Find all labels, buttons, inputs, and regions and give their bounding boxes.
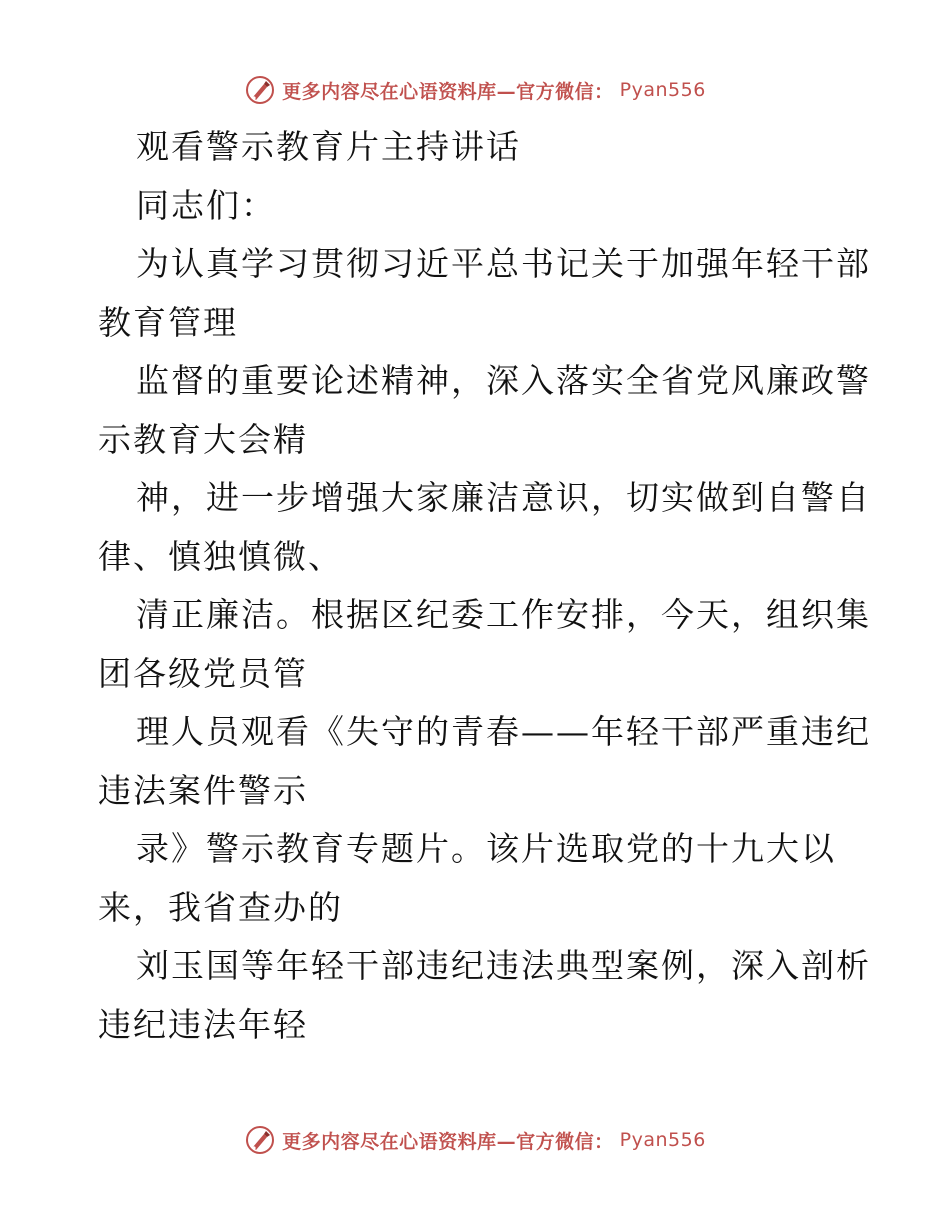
doc-line: 示教育大会精: [98, 419, 308, 459]
doc-line: 录》警示教育专题片。该片选取党的十九大以: [136, 829, 836, 868]
doc-line: 刘玉国等年轻干部违纪违法典型案例，深入剖析: [136, 946, 871, 985]
doc-line: 律、慎独慎微、: [98, 536, 343, 576]
doc-line: 同志们：: [136, 185, 276, 225]
doc-line: 为认真学习贯彻习近平总书记关于加强年轻干部: [136, 244, 871, 283]
watermark-text: 更多内容尽在心语资料库—官方微信：: [282, 1130, 614, 1153]
doc-line: 教育管理: [98, 302, 238, 342]
watermark-wechat-id: Pyan556: [619, 1129, 706, 1151]
doc-line: 理人员观看《失守的青春——年轻干部严重违纪: [136, 712, 871, 751]
doc-line: 违法案件警示: [98, 770, 308, 810]
document-body: [98, 118, 871, 1054]
doc-line: 团各级党员管: [98, 653, 308, 693]
pen-logo-icon: [244, 74, 276, 106]
footer-watermark: [0, 1120, 950, 1160]
doc-line: 监督的重要论述精神，深入落实全省党风廉政警: [136, 361, 871, 400]
watermark-wechat-id: Pyan556: [619, 79, 706, 101]
pen-logo-icon: [244, 1124, 276, 1156]
doc-line: 违纪违法年轻: [98, 1004, 308, 1044]
doc-line: 观看警示教育片主持讲话: [136, 127, 521, 166]
doc-line: 神，进一步增强大家廉洁意识，切实做到自警自: [136, 478, 871, 517]
header-watermark: [0, 70, 950, 110]
watermark-text: 更多内容尽在心语资料库—官方微信：: [282, 80, 614, 103]
doc-line: 来，我省查办的: [98, 887, 343, 927]
doc-line: 清正廉洁。根据区纪委工作安排，今天，组织集: [136, 595, 871, 634]
